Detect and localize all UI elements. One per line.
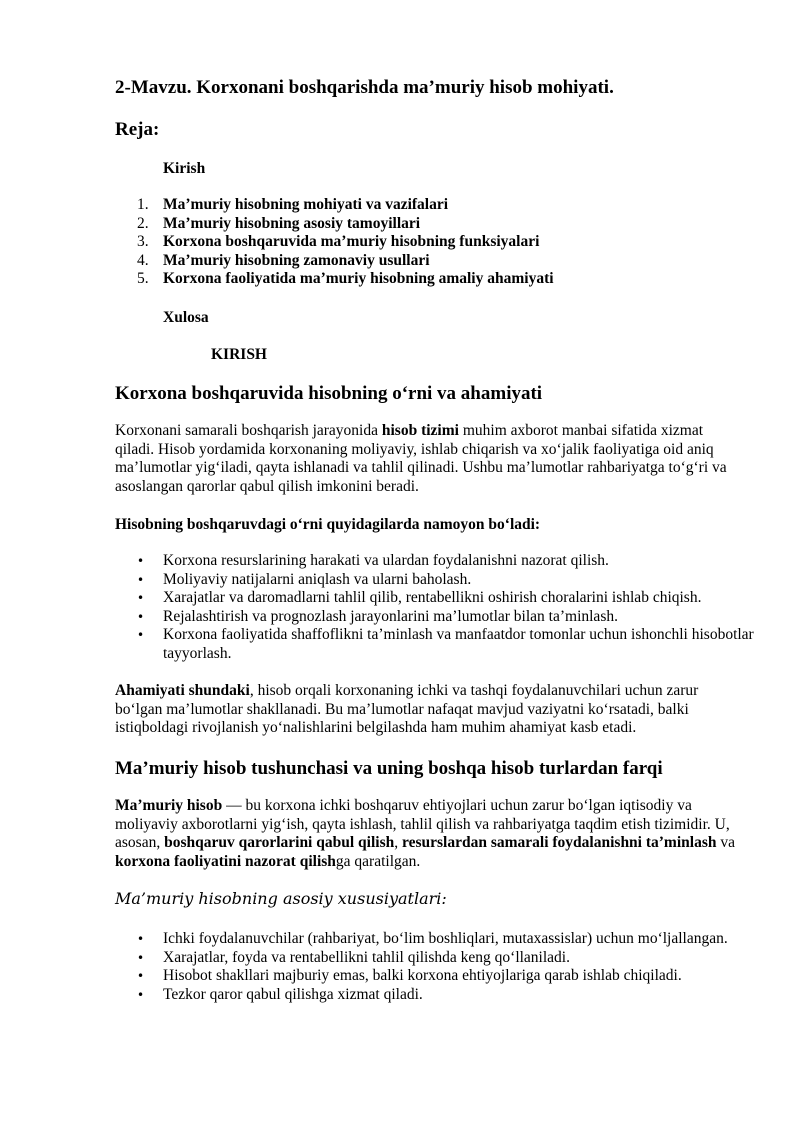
plan-conclusion: Xulosa xyxy=(163,309,209,326)
bullet-icon: • xyxy=(137,932,145,946)
list-item-text: Tezkor qaror qabul qilishga xizmat qiladi. xyxy=(163,985,423,1003)
paragraph-text: — bu korxona ichki boshqaruv ehtiyojlari uchun zarur bo‘lgan iqtisodiy va moliyaviy axborotlarni yig‘ish, qayta ishlash, tahlil qilish va rahbariyatga taqdim etish tizimidir. U, asosan, xyxy=(115,797,730,852)
section2-bullet-list xyxy=(115,930,755,1004)
plan-item xyxy=(137,196,554,215)
list-item xyxy=(115,552,755,571)
list-item xyxy=(115,967,755,986)
section2-paragraph-1 xyxy=(115,797,745,871)
paragraph-bold-term: Ahamiyati shundaki xyxy=(115,682,250,699)
list-item xyxy=(115,571,755,590)
plan-list xyxy=(137,196,554,289)
plan-item-text: Ma’muriy hisobning zamonaviy usullari xyxy=(163,251,430,269)
paragraph-text: , xyxy=(394,834,402,852)
bullet-icon: • xyxy=(137,572,145,587)
plan-item-text: Korxona boshqaruvida ma’muriy hisobning funksiyalari xyxy=(163,233,540,251)
plan-item-number: 4. xyxy=(137,251,149,269)
plan-item-number: 1. xyxy=(137,196,149,213)
plan-intro: Kirish xyxy=(163,160,206,177)
paragraph-text: muhim axborot manbai sifatida xizmat qiladi. Hisob yordamida korxonaning moliyaviy, ishlab chiqarish va xo‘jalik faoliyatiga oid aniq ma’lumotlar yig‘iladi, qayta ishlanadi va tahlil qilinadi. Ushbu ma’lumotlar rahbariyatga to‘g‘ri va asoslangan qarorlar qabul qilish imkonini beradi. xyxy=(115,422,727,495)
bullet-icon: • xyxy=(137,628,145,643)
bullet-icon: • xyxy=(137,969,145,984)
list-item xyxy=(115,949,755,968)
section1-paragraph-2 xyxy=(115,682,745,738)
paragraph-text: , hisob orqali korxonaning ichki va tashqi foydalanuvchilari uchun zarur bo‘lgan ma’lumotlar shakllanadi. Bu ma’lumotlar nafaqat mavjud vaziyatni ko‘rsatadi, balki istiqboldagi rivojlanish yo‘nalishlarini belgilashda ham muhim ahamiyat kasb etadi. xyxy=(115,682,699,737)
section1-heading: Korxona boshqaruvida hisobning o‘rni va ahamiyati xyxy=(115,383,543,404)
bullet-icon: • xyxy=(137,591,145,606)
paragraph-bold-term: hisob tizimi xyxy=(381,422,459,439)
paragraph-bold-term: resurslardan samarali foydalanishni ta’minlash xyxy=(401,834,717,852)
paragraph-bold-term: korxona faoliyatini nazorat qilish xyxy=(115,852,336,870)
list-item xyxy=(115,608,755,627)
bullet-icon: • xyxy=(137,554,145,568)
list-item-text: Moliyaviy natijalarni aniqlash va ularni baholash. xyxy=(163,570,472,588)
plan-item-number: 2. xyxy=(137,214,149,232)
paragraph-bold-term: Ma’muriy hisob xyxy=(115,797,223,814)
list-item-text: Hisobot shakllari majburiy emas, balki korxona ehtiyojlariga qarab ishlab chiqiladi. xyxy=(163,967,682,985)
section1-subheading: Hisobning boshqaruvdagi o‘rni quyidagilarda namoyon bo‘ladi: xyxy=(115,516,541,533)
paragraph-text: va xyxy=(716,834,735,852)
section1-bullet-list xyxy=(115,552,755,664)
plan-item-text: Korxona faoliyatida ma’muriy hisobning amaliy ahamiyati xyxy=(163,270,554,288)
list-item xyxy=(115,930,755,949)
plan-item-number: 3. xyxy=(137,233,149,251)
plan-item xyxy=(137,233,554,252)
bullet-icon: • xyxy=(137,987,145,1002)
kirish-heading: KIRISH xyxy=(211,346,267,363)
list-item-text: Xarajatlar va daromadlarni tahlil qilib, rentabellikni oshirish choralarini ishlab chiqish. xyxy=(163,589,702,607)
paragraph-bold-term: boshqaruv qarorlarini qabul qilish xyxy=(164,834,395,852)
section2-features-heading: Ma’muriy hisobning asosiy xususiyatlari: xyxy=(115,889,447,908)
list-item xyxy=(115,589,755,608)
list-item-text: Rejalashtirish va prognozlash jarayonlarini ma’lumotlar bilan ta’minlash. xyxy=(163,607,618,625)
plan-item-text: Ma’muriy hisobning asosiy tamoyillari xyxy=(163,214,421,232)
plan-item-number: 5. xyxy=(137,270,149,288)
plan-item xyxy=(137,270,554,289)
list-item-text: Korxona faoliyatida shaffoflikni ta’minlash va manfaatdor tomonlar uchun ishonchli hisobotlar tayyorlash. xyxy=(163,626,754,662)
plan-item-text: Ma’muriy hisobning mohiyati va vazifalari xyxy=(163,196,449,213)
section1-paragraph-1 xyxy=(115,422,745,496)
list-item-text: Ichki foydalanuvchilar (rahbariyat, bo‘lim boshliqlari, mutaxassislar) uchun mo‘ljallangan. xyxy=(163,930,728,947)
plan-label: Reja: xyxy=(115,119,160,140)
paragraph-text: Korxonani samarali boshqarish jarayonida xyxy=(115,422,382,439)
list-item xyxy=(115,626,755,663)
document-title: 2-Mavzu. Korxonani boshqarishda ma’muriy hisob mohiyati. xyxy=(115,77,614,98)
bullet-icon: • xyxy=(137,609,145,624)
section2-heading: Ma’muriy hisob tushunchasi va uning boshqa hisob turlardan farqi xyxy=(115,758,663,779)
plan-item xyxy=(137,252,554,271)
list-item-text: Xarajatlar, foyda va rentabellikni tahlil qilishda keng qo‘llaniladi. xyxy=(163,948,570,966)
plan-item xyxy=(137,215,554,234)
list-item xyxy=(115,986,755,1005)
paragraph-text: ga qaratilgan. xyxy=(335,852,421,870)
list-item-text: Korxona resurslarining harakati va ulardan foydalanishni nazorat qilish. xyxy=(163,552,609,569)
bullet-icon: • xyxy=(137,950,145,965)
